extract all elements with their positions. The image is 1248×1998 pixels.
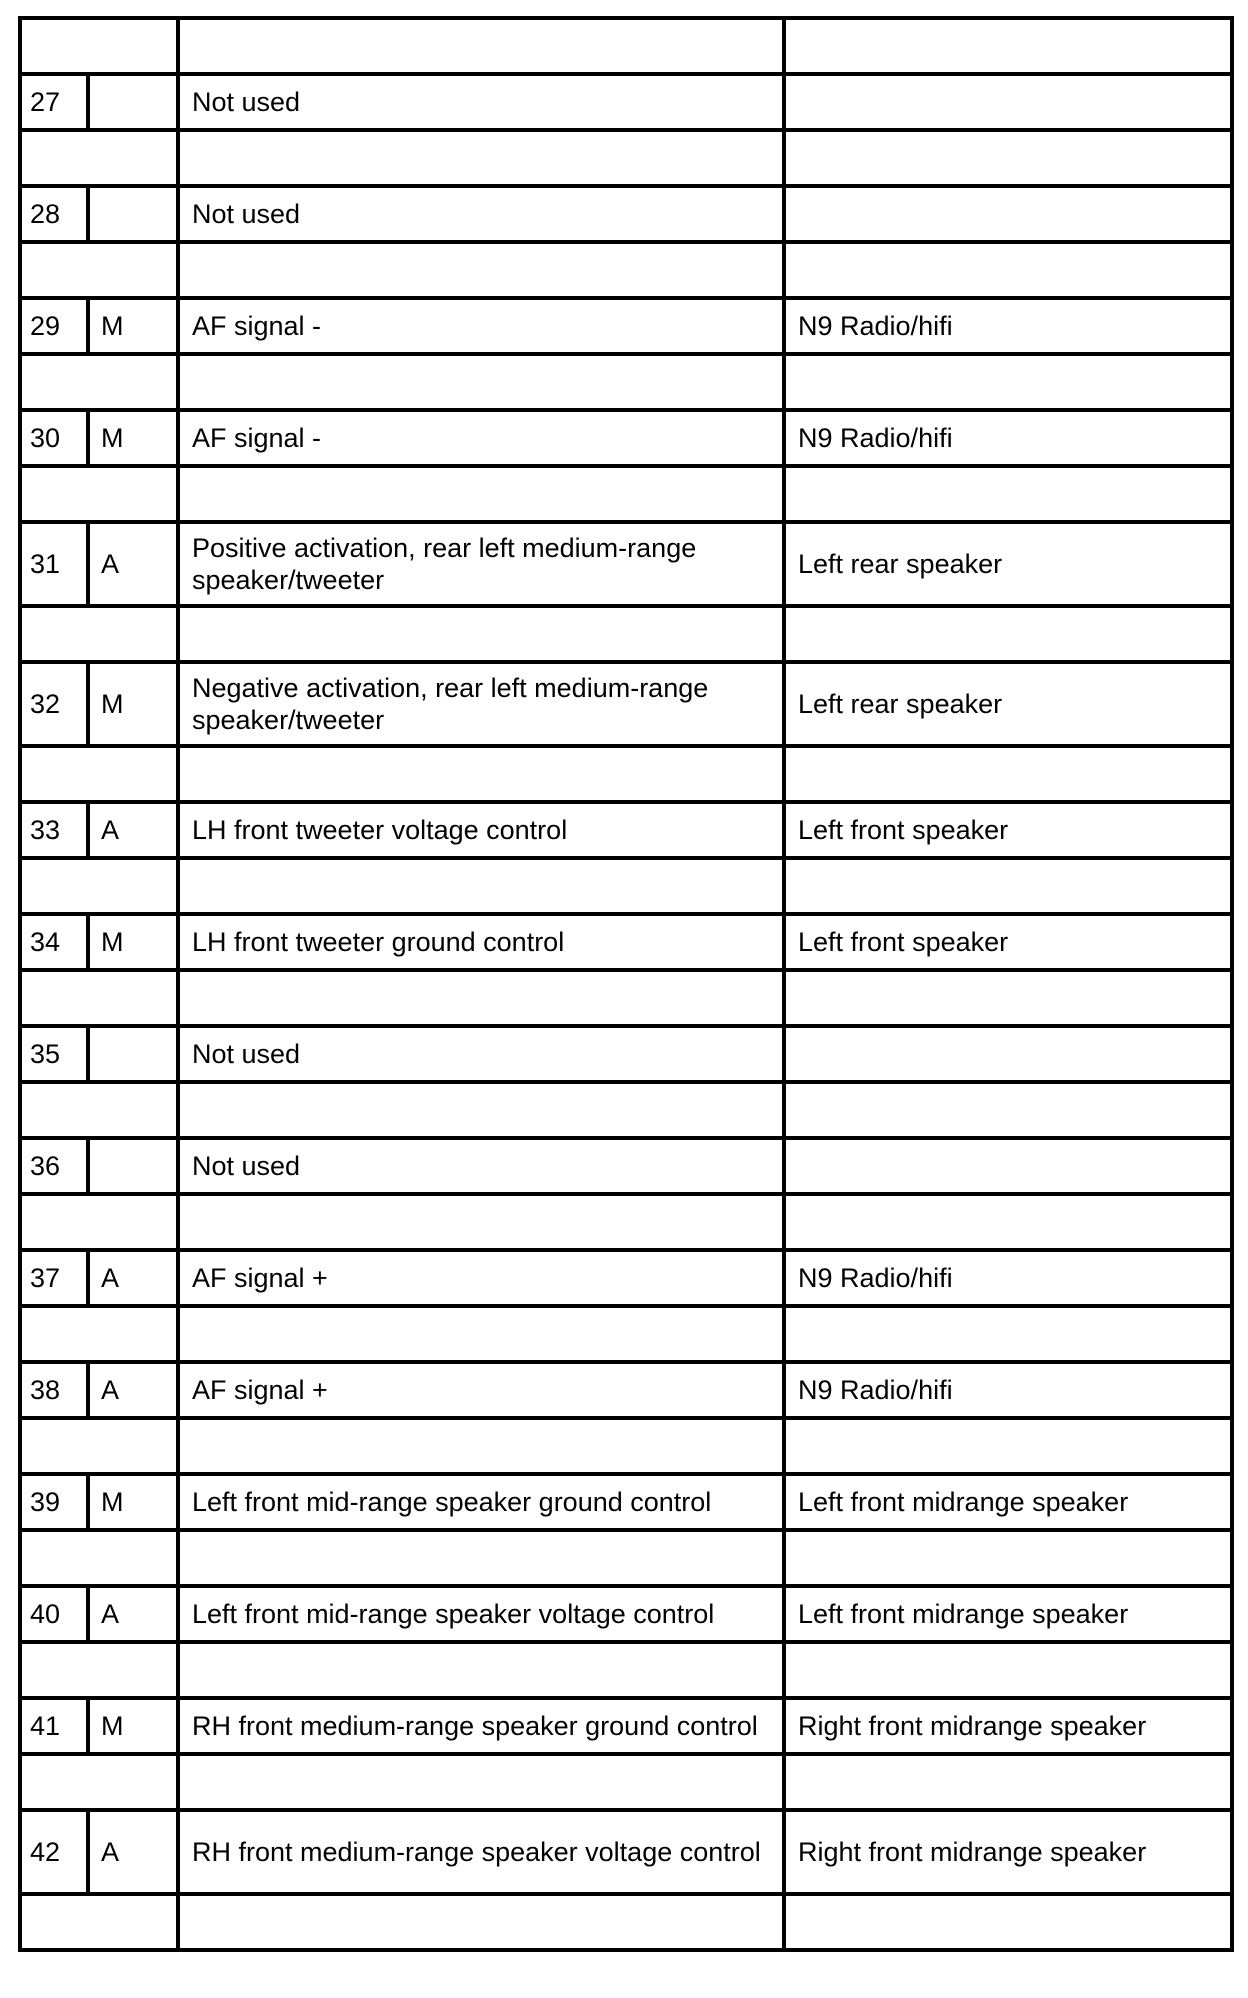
component-cell: N9 Radio/hifi bbox=[784, 1362, 1232, 1418]
table-cell bbox=[178, 1894, 784, 1950]
signal-type-cell bbox=[88, 186, 178, 242]
pin-number-cell: 35 bbox=[20, 1026, 88, 1082]
table-row bbox=[20, 1698, 1232, 1754]
signal-type-cell: M bbox=[88, 1698, 178, 1754]
table-cell bbox=[20, 1306, 178, 1362]
table-cell bbox=[178, 130, 784, 186]
table-cell bbox=[178, 746, 784, 802]
table-cell bbox=[784, 1530, 1232, 1586]
table-cell bbox=[178, 1194, 784, 1250]
signal-type-cell: A bbox=[88, 1586, 178, 1642]
table-cell bbox=[784, 1418, 1232, 1474]
table-cell bbox=[20, 606, 178, 662]
table-cell bbox=[20, 1894, 178, 1950]
component-cell: Left front speaker bbox=[784, 802, 1232, 858]
table-cell bbox=[20, 1530, 178, 1586]
function-cell: Not used bbox=[178, 74, 784, 130]
table-spacer-row bbox=[20, 858, 1232, 914]
table-cell bbox=[784, 1082, 1232, 1138]
table-row bbox=[20, 1362, 1232, 1418]
table-cell bbox=[20, 354, 178, 410]
signal-type-cell bbox=[88, 1026, 178, 1082]
table-cell bbox=[784, 1894, 1232, 1950]
function-cell: Left front mid-range speaker ground control bbox=[178, 1474, 784, 1530]
pin-number-cell: 32 bbox=[20, 662, 88, 746]
table-row bbox=[20, 1474, 1232, 1530]
function-cell: RH front medium-range speaker ground control bbox=[178, 1698, 784, 1754]
signal-type-cell: M bbox=[88, 410, 178, 466]
pin-number-cell: 40 bbox=[20, 1586, 88, 1642]
table-cell bbox=[178, 1082, 784, 1138]
table-cell bbox=[20, 858, 178, 914]
component-cell: Left front midrange speaker bbox=[784, 1474, 1232, 1530]
table-row bbox=[20, 662, 1232, 746]
pin-number-cell: 41 bbox=[20, 1698, 88, 1754]
function-cell: Negative activation, rear left medium-range speaker/tweeter bbox=[178, 662, 784, 746]
pin-number-cell: 37 bbox=[20, 1250, 88, 1306]
component-cell bbox=[784, 186, 1232, 242]
table-spacer-row bbox=[20, 1418, 1232, 1474]
component-cell: Left rear speaker bbox=[784, 662, 1232, 746]
pin-number-cell: 33 bbox=[20, 802, 88, 858]
table-cell bbox=[20, 970, 178, 1026]
signal-type-cell: M bbox=[88, 914, 178, 970]
table-cell bbox=[20, 18, 178, 74]
table-cell bbox=[784, 1754, 1232, 1810]
pin-number-cell: 34 bbox=[20, 914, 88, 970]
table-cell bbox=[20, 746, 178, 802]
function-cell: Positive activation, rear left medium-range speaker/tweeter bbox=[178, 522, 784, 606]
signal-type-cell: M bbox=[88, 662, 178, 746]
table-spacer-row bbox=[20, 130, 1232, 186]
function-cell: AF signal + bbox=[178, 1362, 784, 1418]
table-cell bbox=[20, 1194, 178, 1250]
function-cell: Left front mid-range speaker voltage control bbox=[178, 1586, 784, 1642]
pin-number-cell: 36 bbox=[20, 1138, 88, 1194]
table-row bbox=[20, 74, 1232, 130]
table-spacer-row bbox=[20, 746, 1232, 802]
signal-type-cell bbox=[88, 74, 178, 130]
table-spacer-row bbox=[20, 242, 1232, 298]
table-cell bbox=[178, 1642, 784, 1698]
component-cell: Right front midrange speaker bbox=[784, 1810, 1232, 1894]
table-spacer-row bbox=[20, 1642, 1232, 1698]
pin-number-cell: 31 bbox=[20, 522, 88, 606]
table-spacer-row bbox=[20, 606, 1232, 662]
table-cell bbox=[178, 466, 784, 522]
table-row bbox=[20, 914, 1232, 970]
function-cell: Not used bbox=[178, 186, 784, 242]
table-cell bbox=[178, 242, 784, 298]
pin-number-cell: 29 bbox=[20, 298, 88, 354]
table-row bbox=[20, 186, 1232, 242]
table-spacer-row bbox=[20, 1082, 1232, 1138]
table-row bbox=[20, 1586, 1232, 1642]
component-cell: Left front speaker bbox=[784, 914, 1232, 970]
pin-number-cell: 27 bbox=[20, 74, 88, 130]
component-cell: Left front midrange speaker bbox=[784, 1586, 1232, 1642]
table-spacer-row bbox=[20, 18, 1232, 74]
table-cell bbox=[178, 18, 784, 74]
table-cell bbox=[20, 466, 178, 522]
table-cell bbox=[784, 858, 1232, 914]
table-row bbox=[20, 410, 1232, 466]
component-cell: Left rear speaker bbox=[784, 522, 1232, 606]
function-cell: AF signal - bbox=[178, 410, 784, 466]
table-spacer-row bbox=[20, 1894, 1232, 1950]
table-cell bbox=[20, 1754, 178, 1810]
function-cell: Not used bbox=[178, 1026, 784, 1082]
table-spacer-row bbox=[20, 1754, 1232, 1810]
table-spacer-row bbox=[20, 1194, 1232, 1250]
signal-type-cell: A bbox=[88, 802, 178, 858]
pin-assignment-table bbox=[18, 16, 1234, 1952]
pin-number-cell: 28 bbox=[20, 186, 88, 242]
component-cell: N9 Radio/hifi bbox=[784, 410, 1232, 466]
table-cell bbox=[784, 242, 1232, 298]
table-spacer-row bbox=[20, 466, 1232, 522]
signal-type-cell: A bbox=[88, 522, 178, 606]
table-cell bbox=[178, 970, 784, 1026]
table-row bbox=[20, 1138, 1232, 1194]
table-cell bbox=[784, 1642, 1232, 1698]
table-cell bbox=[20, 1642, 178, 1698]
function-cell: RH front medium-range speaker voltage control bbox=[178, 1810, 784, 1894]
table-cell bbox=[784, 1194, 1232, 1250]
component-cell: N9 Radio/hifi bbox=[784, 298, 1232, 354]
table-cell bbox=[784, 1306, 1232, 1362]
table-cell bbox=[178, 1754, 784, 1810]
table-spacer-row bbox=[20, 970, 1232, 1026]
signal-type-cell bbox=[88, 1138, 178, 1194]
table-cell bbox=[784, 130, 1232, 186]
pin-number-cell: 39 bbox=[20, 1474, 88, 1530]
table-row bbox=[20, 522, 1232, 606]
component-cell bbox=[784, 74, 1232, 130]
table-cell bbox=[20, 1082, 178, 1138]
table-cell bbox=[178, 354, 784, 410]
pin-number-cell: 38 bbox=[20, 1362, 88, 1418]
table-cell bbox=[784, 970, 1232, 1026]
component-cell: Right front midrange speaker bbox=[784, 1698, 1232, 1754]
signal-type-cell: A bbox=[88, 1250, 178, 1306]
table-cell bbox=[178, 858, 784, 914]
table-row bbox=[20, 802, 1232, 858]
pin-number-cell: 30 bbox=[20, 410, 88, 466]
component-cell bbox=[784, 1026, 1232, 1082]
pin-number-cell: 42 bbox=[20, 1810, 88, 1894]
table-spacer-row bbox=[20, 354, 1232, 410]
table-cell bbox=[178, 1306, 784, 1362]
table-row bbox=[20, 298, 1232, 354]
table-cell bbox=[20, 130, 178, 186]
table-cell bbox=[178, 1530, 784, 1586]
signal-type-cell: M bbox=[88, 1474, 178, 1530]
table-spacer-row bbox=[20, 1306, 1232, 1362]
signal-type-cell: A bbox=[88, 1362, 178, 1418]
table-spacer-row bbox=[20, 1530, 1232, 1586]
function-cell: LH front tweeter ground control bbox=[178, 914, 784, 970]
table-cell bbox=[178, 1418, 784, 1474]
table-row bbox=[20, 1250, 1232, 1306]
table-cell bbox=[784, 354, 1232, 410]
function-cell: AF signal + bbox=[178, 1250, 784, 1306]
component-cell: N9 Radio/hifi bbox=[784, 1250, 1232, 1306]
table-cell bbox=[784, 606, 1232, 662]
component-cell bbox=[784, 1138, 1232, 1194]
table-row bbox=[20, 1026, 1232, 1082]
table-cell bbox=[784, 746, 1232, 802]
table-cell bbox=[20, 242, 178, 298]
function-cell: Not used bbox=[178, 1138, 784, 1194]
table-cell bbox=[178, 606, 784, 662]
table-cell bbox=[784, 466, 1232, 522]
function-cell: AF signal - bbox=[178, 298, 784, 354]
table-cell bbox=[20, 1418, 178, 1474]
signal-type-cell: A bbox=[88, 1810, 178, 1894]
table-row bbox=[20, 1810, 1232, 1894]
function-cell: LH front tweeter voltage control bbox=[178, 802, 784, 858]
signal-type-cell: M bbox=[88, 298, 178, 354]
table-cell bbox=[784, 18, 1232, 74]
